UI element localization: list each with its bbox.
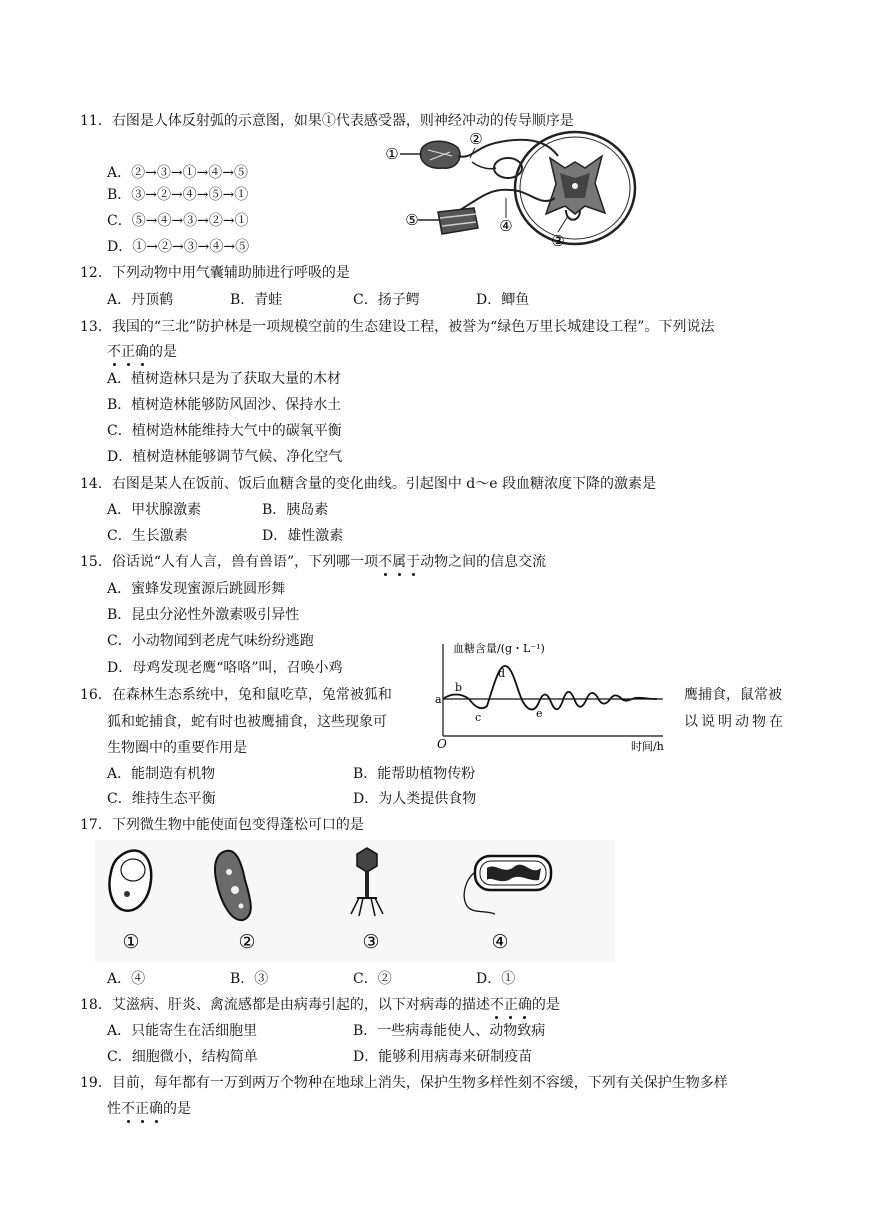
q16-option-c: C．维持生态平衡 [107,791,216,807]
q17-option-c: C．② [353,971,392,987]
q16-line2-left: 狐和蛇捕食，蛇有时也被鹰捕食，这些现象可 [107,714,387,730]
q14-stem: 14．右图是某人在饭前、饭后血糖含量的变化曲线。引起图中 d～e 段血糖浓度下降的激素是 [80,476,656,492]
point-b: b [455,681,463,694]
blood-sugar-graph [425,636,675,754]
q14-option-b: B．胰岛素 [262,502,329,518]
q14-option-d: D．雄性激素 [262,528,344,544]
q18-option-a: A．只能寄生在活细胞里 [107,1023,258,1039]
point-a: a [435,693,442,706]
microbe-label-1: ① [122,931,140,953]
q11-option-a: A．②→③→①→④→⑤ [107,165,249,181]
glucose-curve [443,666,657,710]
emphasis-char: 不 [107,344,121,360]
q12-stem: 12．下列动物中用气囊辅助肺进行呼吸的是 [80,265,350,281]
microbe-label-4: ④ [491,931,509,953]
microbe-label-2: ② [238,931,256,953]
emphasis-char: 于 [406,554,421,570]
yeast-cell-image [110,850,152,910]
graph-y-label: 血糖含量/(g・L⁻¹) [453,642,545,655]
q12-option-a: A．丹顶鹤 [107,292,174,308]
reflex-label-4: ④ [499,217,513,235]
q11-stem: 11．右图是人体反射弧的示意图，如果①代表感受器，则神经冲动的传导顺序是 [80,113,574,129]
stem-post: 的是 [531,997,560,1013]
q18-option-d: D．能够利用病毒来研制疫苗 [353,1049,533,1065]
q11-option-b: B．③→②→④→⑤→① [107,187,249,203]
microbe-label-3: ③ [362,931,380,953]
q15-stem [80,553,546,571]
emphasis-char: 属 [392,554,407,570]
q12-option-c: C．扬子鳄 [353,292,420,308]
q15-option-a: A．蜜蜂发现蜜源后跳圆形舞 [107,581,286,597]
q15-option-d: D．母鸡发现老鹰“咯咯”叫，召唤小鸡 [107,660,343,676]
stem-pre: 性 [107,1101,121,1117]
q18-stem [80,996,560,1014]
emphasis-char: 确 [149,1101,163,1117]
stem-rest: 的是 [163,1101,191,1117]
q17-stem: 17．下列微生物中能使面包变得蓬松可口的是 [80,817,364,833]
q12-option-d: D．鲫鱼 [476,292,530,308]
q14-option-c: C．生长激素 [107,528,188,544]
stem-post: 动物之间的信息交流 [420,554,547,570]
emphasis-char: 正 [503,997,518,1013]
q16-option-a: A．能制造有机物 [107,766,216,782]
q13-stem-line2 [107,343,177,361]
q16-option-b: B．能帮助植物传粉 [353,766,476,782]
q17-option-b: B．③ [230,971,269,987]
graph-origin: O [437,737,447,751]
q11-option-d: D．①→②→③→④→⑤ [107,239,250,255]
emphasis-char: 不 [489,997,504,1013]
q16-line2-right: 以说明动物在 [684,714,786,730]
stem-pre: 18．艾滋病、肝炎、禽流感都是由病毒引起的，以下对病毒的描述 [80,997,490,1013]
emphasis-char: 正 [121,344,135,360]
q12-option-b: B．青蛙 [230,292,283,308]
reflex-label-1: ① [385,145,399,163]
emphasis-char: 确 [135,344,149,360]
point-e: e [536,707,543,720]
q13-option-c: C．植树造林能维持大气中的碳氧平衡 [107,423,342,439]
reflex-arc-diagram [380,128,640,250]
q16-line1-left: 16．在森林生态系统中，兔和鼠吃草，兔常被狐和 [80,687,392,703]
q17-option-d: D．① [476,971,516,987]
emphasis-char: 不 [378,554,393,570]
stem-pre: 15．俗话说“人有人言，兽有兽语”，下列哪一项 [80,554,379,570]
q17-option-a: A．④ [107,971,146,987]
q15-option-b: B．昆虫分泌性外激素吸引异性 [107,607,300,623]
q19-stem-line2 [107,1100,191,1118]
q13-option-a: A．植树造林只是为了获取大量的木材 [107,371,342,387]
q13-option-b: B．植树造林能够防风固沙、保持水土 [107,397,342,413]
q14-option-a: A．甲状腺激素 [107,502,202,518]
q11-option-c: C．⑤→④→③→②→① [107,213,249,229]
q16-line1-right: 鹰捕食，鼠常被 [684,687,782,703]
point-d: d [498,667,506,680]
reflex-label-2: ② [469,130,483,148]
q18-option-c: C．细胞微小，结构简单 [107,1049,258,1065]
emphasis-char: 不 [121,1101,135,1117]
stem-rest: 的是 [149,344,177,360]
q16-option-d: D．为人类提供食物 [353,791,477,807]
q18-option-b: B．一些病毒能使人、动物致病 [353,1023,546,1039]
reflex-label-3: ③ [551,232,565,250]
emphasis-char: 确 [517,997,532,1013]
q13-option-d: D．植树造林能够调节气候、净化空气 [107,449,343,465]
point-c: c [475,711,482,724]
q16-line3: 生物圈中的重要作用是 [107,740,247,756]
q19-stem-line1: 19．目前，每年都有一万到两万个物种在地球上消失，保护生物多样性刻不容缓，下列有关保护生物多样 [80,1075,728,1091]
q13-stem-line1: 13．我国的“三北”防护林是一项规模空前的生态建设工程，被誉为“绿色万里长城建设工程”。下列说法 [80,319,715,335]
reflex-label-5: ⑤ [405,211,419,229]
microbe-figure [95,840,615,962]
q15-option-c: C．小动物闻到老虎气味纷纷逃跑 [107,633,314,649]
emphasis-char: 正 [135,1101,149,1117]
graph-x-label: 时间/h [631,740,664,753]
